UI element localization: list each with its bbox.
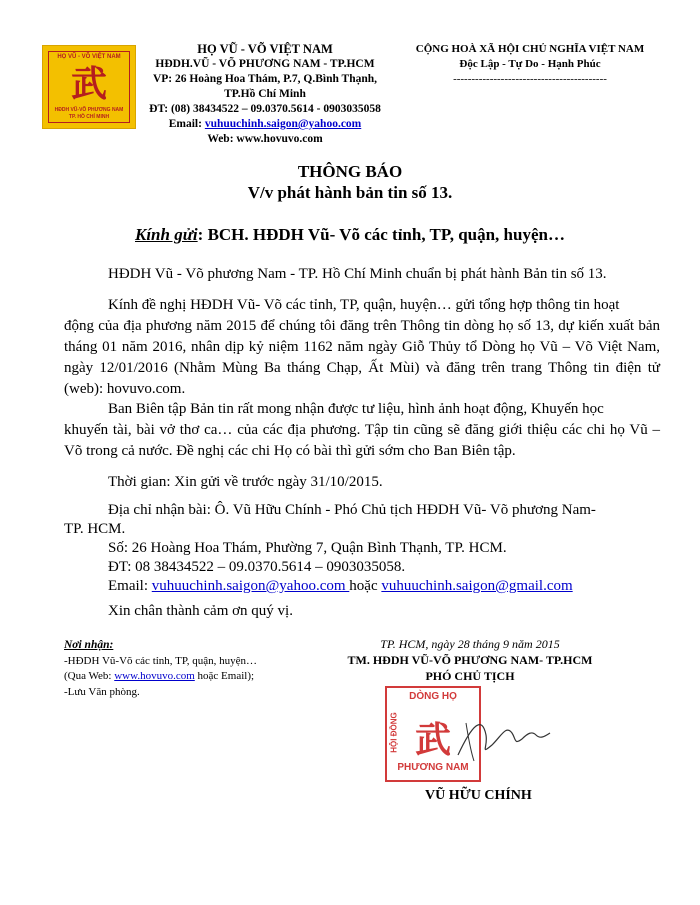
recipient-text: BCH. HĐDH Vũ- Võ các tỉnh, TP, quận, huyện… (203, 225, 565, 244)
handwritten-signature (452, 705, 572, 765)
email-label: Email: (108, 578, 152, 594)
recipients-line-2-post: hoặc Email); (194, 670, 255, 682)
republic-dashes: ------------------------------------------ (453, 73, 607, 85)
signature-block (325, 636, 615, 684)
logo-border (48, 51, 130, 123)
signature-org: TM. HĐDH VŨ-VÕ PHƯƠNG NAM- TP.HCM (347, 653, 593, 667)
paragraph-2-first: Kính đề nghị HĐDH Vũ- Võ các tỉnh, TP, quận, huyện… gửi tổng hợp thông tin hoạt (108, 297, 620, 313)
recipients-list (64, 638, 314, 700)
recipient-label: Kính gửi (135, 225, 198, 244)
republic-motto: Độc Lập - Tự Do - Hạnh Phúc (459, 58, 601, 70)
email-or: hoặc (349, 578, 382, 594)
org-sub: HĐDH.VŨ - VÕ PHƯƠNG NAM - TP.HCM (155, 58, 375, 70)
paragraph-3-first: Ban Biên tập Bản tin rất mong nhận được tư liệu, hình ảnh hoạt động, Khuyến học (108, 401, 604, 417)
recipient-line (0, 225, 700, 245)
phone-line: ĐT: 08 38434522 – 09.0370.5614 – 0903035058. (108, 559, 406, 575)
org-email-link[interactable]: vuhuuchinh.saigon@yahoo.com (204, 118, 362, 130)
address-first: Địa chỉ nhận bài: Ô. Vũ Hữu Chính - Phó Chủ tịch HĐDH Vũ- Võ phương Nam- (108, 502, 596, 518)
email-gmail-link[interactable]: vuhuuchinh.saigon@gmail.com (381, 578, 573, 594)
logo-top-text: HỌ VŨ - VÕ VIỆT NAM (57, 54, 121, 60)
document-subtitle: V/v phát hành bản tin số 13. (247, 183, 453, 202)
organization-logo (42, 45, 136, 129)
signature-position: PHÓ CHỦ TỊCH (425, 669, 515, 683)
recipients-line-2-pre: (Qua Web: (64, 670, 115, 682)
republic-name: CỘNG HOÀ XÃ HỘI CHỦ NGHĨA VIỆT NAM (415, 43, 645, 55)
street-line: Số: 26 Hoàng Hoa Thám, Phường 7, Quận Bình Thạnh, TP. HCM. (108, 540, 507, 556)
org-name: HỌ VŨ - VÕ VIỆT NAM (197, 42, 333, 56)
logo-bottom-line2: TP. HỒ CHÍ MINH (68, 114, 110, 120)
recipients-line-2 (64, 669, 314, 685)
organization-header (140, 42, 390, 147)
signer-name: VŨ HỮU CHÍNH (425, 788, 532, 803)
paragraph-3-rest: khuyến tài, bài vở thơ ca… của các địa phương. Tập tin cũng sẽ đăng giới thiệu các chi họ Vũ – Võ trong cả nước. Đề nghị các chi Họ có bài thì gửi sớm cho Ban Biên tập. (64, 422, 660, 459)
recipients-line-3: -Lưu Văn phòng. (64, 685, 140, 698)
org-phone: ĐT: (08) 38434522 – 09.0370.5614 - 0903035058 (149, 103, 381, 115)
republic-header (395, 42, 665, 87)
stamp-left-text: HỘI ĐỒNG (389, 712, 399, 753)
address-rest: TP. HCM. (64, 521, 126, 537)
paragraph-2-rest: động của địa phương năm 2015 để chúng tôi đăng trên Thông tin dòng họ số 13, dự kiến xuất bản tháng 01 năm 2016, nhân dịp kỷ niệm 1162 năm ngày Giỗ Thủy tổ Dòng họ Vũ – Võ Việt Nam, ngày 12/01/2016 (Nhằm Mùng Ba tháng Chạp, Ất Mùi) và đăng trên trang Thông tin điện tử (web): hovuvo.com. (64, 318, 660, 397)
document-title: THÔNG BÁO (297, 162, 403, 181)
recipients-heading: Nơi nhận: (64, 639, 114, 651)
recipient-colon: : (197, 225, 204, 244)
org-email-label: Email: (168, 118, 202, 130)
logo-bottom-line1: HĐDH VŨ-VÕ PHƯƠNG NAM (54, 107, 124, 113)
deadline-line: Thời gian: Xin gửi về trước ngày 31/10/2015. (108, 474, 383, 490)
thanks-line: Xin chân thành cảm ơn quý vị. (108, 603, 293, 619)
email-line (108, 576, 660, 597)
website-link[interactable]: www.hovuvo.com (114, 670, 195, 682)
signature-date: TP. HCM, ngày 28 tháng 9 năm 2015 (380, 637, 560, 651)
logo-character: 武 (70, 64, 107, 104)
stamp-bottom-text: PHƯƠNG NAM (397, 762, 469, 773)
stamp-top-text: DÒNG HỌ (409, 691, 457, 702)
org-address: VP: 26 Hoàng Hoa Thám, P.7, Q.Bình Thạnh, (152, 73, 378, 85)
org-email-line (140, 117, 390, 132)
org-web: Web: www.hovuvo.com (207, 133, 323, 145)
recipients-line-1: -HĐDH Vũ-Võ các tỉnh, TP, quận, huyện… (64, 654, 257, 667)
email-yahoo-link[interactable]: vuhuuchinh.saigon@yahoo.com (151, 578, 350, 594)
org-city: TP.Hồ Chí Minh (224, 88, 306, 100)
stamp-character: 武 (414, 720, 451, 760)
paragraph-1: HĐDH Vũ - Võ phương Nam - TP. Hồ Chí Minh chuẩn bị phát hành Bản tin số 13. (108, 266, 607, 282)
